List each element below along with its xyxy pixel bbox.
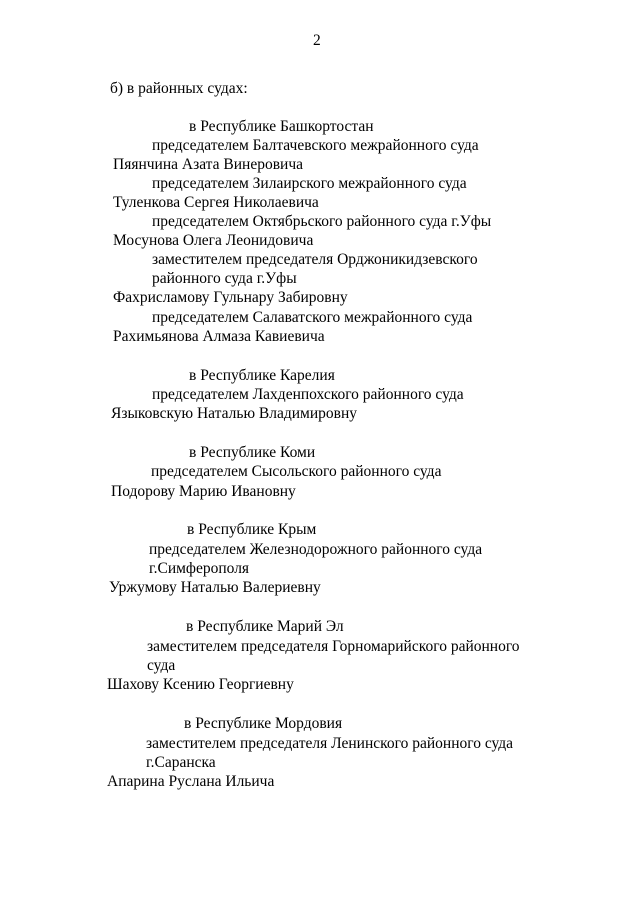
position-line: заместителем председателя Горномарийского районного <box>147 638 520 655</box>
person-name: Пяянчина Азата Винеровича <box>113 156 303 173</box>
person-name: Фахрисламову Гульнару Забировну <box>113 289 348 306</box>
position-line: председателем Салаватского межрайонного суда <box>152 309 473 326</box>
person-name: Языковскую Наталью Владимировну <box>111 405 358 422</box>
position-line: председателем Балтачевского межрайонного суда <box>152 137 479 154</box>
position-line: председателем Лахденпохского районного суда <box>152 386 464 403</box>
position-line: суда <box>147 657 176 674</box>
position-line: председателем Октябрьского районного суда г.Уфы <box>152 213 492 230</box>
position-line: г.Саранска <box>146 754 216 771</box>
position-line: заместителем председателя Орджоникидзевского <box>152 251 478 268</box>
person-name: Рахимьянова Алмаза Кавиевича <box>113 328 325 345</box>
region-heading: в Республике Коми <box>189 444 316 461</box>
region-heading: в Республике Крым <box>187 521 317 538</box>
section-intro: б) в районных судах: <box>110 80 248 97</box>
person-name: Подорову Марию Ивановну <box>111 483 296 500</box>
position-line: заместителем председателя Ленинского районного суда <box>146 735 514 752</box>
position-line: председателем Сысольского районного суда <box>151 463 442 480</box>
person-name: Туленкова Сергея Николаевича <box>113 194 319 211</box>
region-heading: в Республике Мордовия <box>184 715 343 732</box>
person-name: Апарина Руслана Ильича <box>107 773 275 790</box>
position-line: г.Симферополя <box>149 560 250 577</box>
position-line: председателем Железнодорожного районного суда <box>149 541 483 558</box>
page-number: 2 <box>313 32 321 49</box>
region-heading: в Республике Башкортостан <box>189 118 374 135</box>
person-name: Шахову Ксению Георгиевну <box>107 676 294 693</box>
position-line: районного суда г.Уфы <box>152 270 297 287</box>
person-name: Уржумову Наталью Валериевну <box>109 579 321 596</box>
position-line: председателем Зилаирского межрайонного суда <box>152 175 467 192</box>
region-heading: в Республике Карелия <box>189 367 335 384</box>
region-heading: в Республике Марий Эл <box>186 618 344 635</box>
person-name: Мосунова Олега Леонидовича <box>113 232 314 249</box>
